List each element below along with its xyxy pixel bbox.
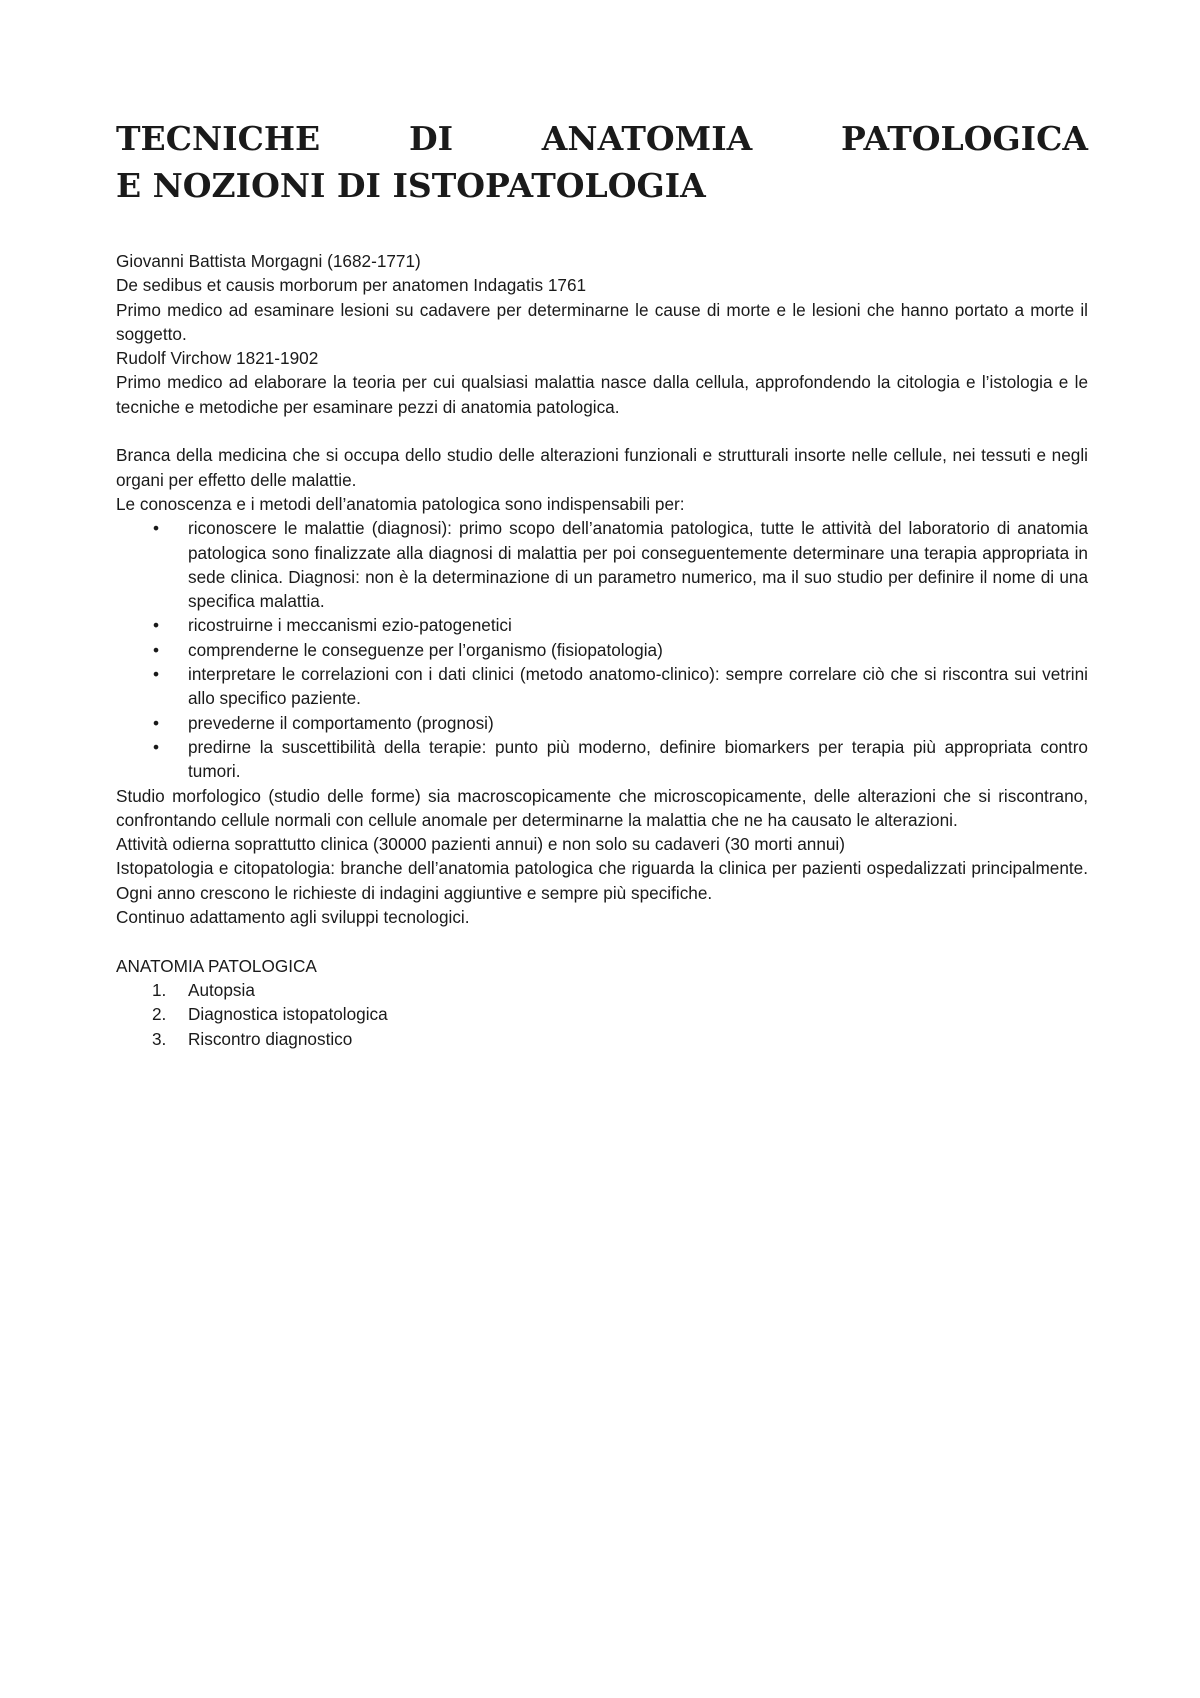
bullet-icon: •	[153, 664, 160, 685]
list-number: 2.	[152, 1004, 167, 1025]
paragraph-histopathology: Istopatologia e citopatologia: branche dell’anatomia patologica che riguarda la clinica per pazienti ospedalizzati principalmente. Ogni anno crescono le richieste di indagini aggiuntive e sempre più specifiche.	[116, 858, 1088, 903]
paragraph-virchow-description: Primo medico ad elaborare la teoria per cui qualsiasi malattia nasce dalla cellula, approfondendo la citologia e l’istologia e le tecniche e metodiche per esaminare pezzi di anatomia patologica.	[116, 372, 1088, 417]
list-item	[116, 1002, 1088, 1026]
document-title	[116, 115, 1088, 209]
bullet-icon: •	[153, 712, 160, 733]
bullet-icon: •	[153, 518, 160, 539]
list-item-text: ricostruirne i meccanismi ezio-patogenetici	[188, 615, 512, 636]
list-number: 3.	[152, 1028, 167, 1049]
section-heading: ANATOMIA PATOLOGICA	[116, 955, 317, 976]
list-item-text: Riscontro diagnostico	[188, 1028, 353, 1049]
bullet-icon: •	[153, 736, 160, 757]
list-item	[116, 711, 1088, 735]
list-item-text: Autopsia	[188, 979, 255, 1000]
list-item-text: comprenderne le conseguenze per l’organismo (fisiopatologia)	[188, 639, 663, 660]
list-item	[116, 516, 1088, 613]
paragraph-definition: Branca della medicina che si occupa dello studio delle alterazioni funzionali e strutturali insorte nelle cellule, nei tessuti e negli organi per effetto delle malattie.	[116, 445, 1088, 490]
list-number: 1.	[152, 979, 167, 1000]
document-page	[116, 115, 1088, 1051]
bullet-icon: •	[153, 615, 160, 636]
list-item	[116, 662, 1088, 711]
list-item	[116, 613, 1088, 637]
list-item-text: Diagnostica istopatologica	[188, 1004, 388, 1025]
purposes-list	[116, 516, 1088, 783]
list-item	[116, 1027, 1088, 1051]
bullet-icon: •	[153, 639, 160, 660]
title-line-1: TECNICHE DI ANATOMIA PATOLOGICA	[116, 119, 1088, 158]
paragraph-purposes-intro: Le conoscenza e i metodi dell’anatomia patologica sono indispensabili per:	[116, 493, 685, 514]
blank-line	[116, 419, 1088, 443]
paragraph-adaptation: Continuo adattamento agli sviluppi tecnologici.	[116, 907, 470, 928]
paragraph-morgagni-description: Primo medico ad esaminare lesioni su cadavere per determinarne le cause di morte e le lesioni che hanno portato a morte il soggetto.	[116, 299, 1088, 344]
paragraph-morphology: Studio morfologico (studio delle forme) sia macroscopicamente che microscopicamente, delle alterazioni che si riscontrano, confrontando cellule normali con cellule anomale per determinarne la malattia che ne ha causato le alterazioni.	[116, 785, 1088, 830]
list-item-text: interpretare le correlazioni con i dati clinici (metodo anatomo-clinico): sempre correlare ciò che si riscontra sui vetrini allo specifico paziente.	[188, 664, 1088, 709]
title-line-2: E NOZIONI DI ISTOPATOLOGIA	[116, 166, 706, 205]
list-item-text: prevederne il comportamento (prognosi)	[188, 712, 494, 733]
anatomy-list	[116, 978, 1088, 1051]
paragraph-virchow: Rudolf Virchow 1821-1902	[116, 348, 319, 369]
paragraph-de-sedibus: De sedibus et causis morborum per anatomen Indagatis 1761	[116, 275, 587, 296]
paragraph-morgagni: Giovanni Battista Morgagni (1682-1771)	[116, 251, 421, 271]
list-item	[116, 638, 1088, 662]
list-item	[116, 978, 1088, 1002]
list-item	[116, 735, 1088, 784]
paragraph-activity: Attività odierna soprattutto clinica (30000 pazienti annui) e non solo su cadaveri (30 morti annui)	[116, 834, 845, 855]
blank-line	[116, 929, 1088, 953]
list-item-text: predirne la suscettibilità della terapie: punto più moderno, definire biomarkers per terapia più appropriata contro tumori.	[188, 736, 1088, 782]
list-item-text: riconoscere le malattie (diagnosi): primo scopo dell’anatomia patologica, tutte le attività del laboratorio di anatomia patologica sono finalizzate alla diagnosi di malattia per poi conseguentemente determinare una terapia appropriata in sede clinica. Diagnosi: non è la determinazione di un parametro numerico, ma il suo studio per definire il nome di una specifica malattia.	[188, 518, 1088, 612]
